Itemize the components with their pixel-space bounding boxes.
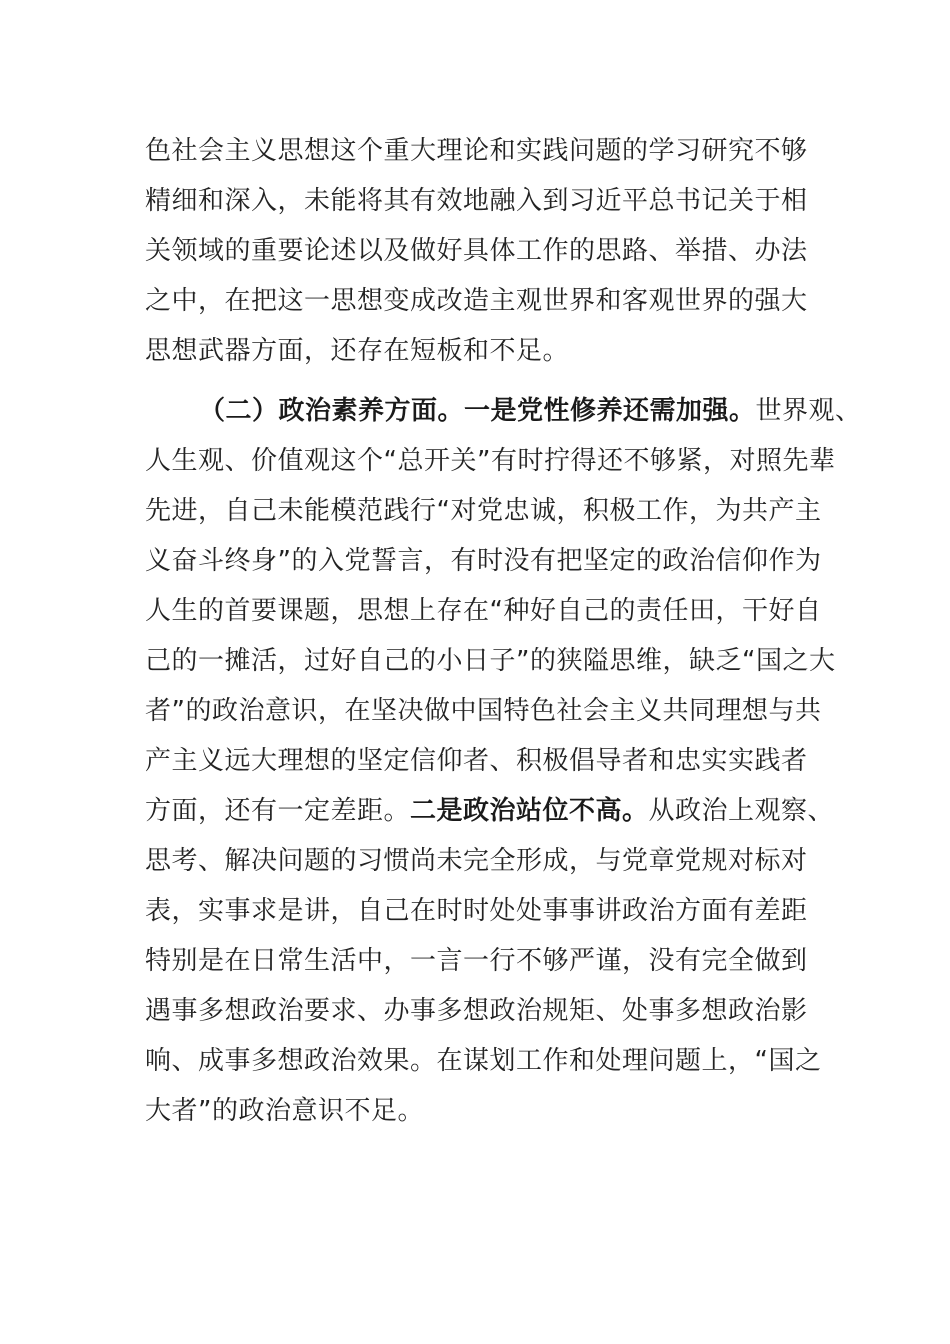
text-line: 精细和深入，未能将其有效地融入到习近平总书记关于相 [145,186,808,216]
text-segment: 世界观、 [755,396,862,426]
text-line: 义奋斗终身”的入党誓言，有时没有把坚定的政治信仰作为 [145,546,822,576]
text-line [145,386,862,436]
text-line: 思考、解决问题的习惯尚未完全形成，与党章党规对标对 [145,846,808,876]
text-segment: 从政治上观察、 [648,796,835,826]
paragraph-theory-study [145,126,825,376]
paragraph-political-literacy [145,386,862,1136]
text-line: 先进，自己未能模范践行“对党忠诚，积极工作，为共产主 [145,496,822,526]
text-line: 色社会主义思想这个重大理论和实践问题的学习研究不够 [145,136,808,166]
text-line: 大者”的政治意识不足。 [145,1096,424,1126]
text-line: 思想武器方面，还存在短板和不足。 [145,336,570,366]
text-line: 响、成事多想政治效果。在谋划工作和处理问题上，“国之 [145,1046,822,1076]
section-heading: （二）政治素养方面。一是党性修养还需加强。 [199,396,756,426]
text-line: 己的一摊活，过好自己的小日子”的狭隘思维，缺乏“国之大 [145,646,836,676]
text-line: 遇事多想政治要求、办事多想政治规矩、处事多想政治影 [145,996,808,1026]
text-line: 之中，在把这一思想变成改造主观世界和客观世界的强大 [145,286,808,316]
text-line: 人生观、价值观这个“总开关”有时拧得还不够紧，对照先辈 [145,446,836,476]
text-line: 人生的首要课题，思想上存在“种好自己的责任田，干好自 [145,596,822,626]
text-line: 产主义远大理想的坚定信仰者、积极倡导者和忠实实践者 [145,746,808,776]
text-line: 特别是在日常生活中，一言一行不够严谨，没有完全做到 [145,946,808,976]
text-line: 关领域的重要论述以及做好具体工作的思路、举措、办法 [145,236,808,266]
text-line: 表，实事求是讲，自己在时时处处事事讲政治方面有差距 [145,896,808,926]
text-line: 者”的政治意识，在坚决做中国特色社会主义共同理想与共 [145,696,822,726]
subpoint-heading: 二是政治站位不高。 [410,796,649,826]
text-segment: 方面，还有一定差距。 [145,796,411,826]
text-line [145,786,835,836]
